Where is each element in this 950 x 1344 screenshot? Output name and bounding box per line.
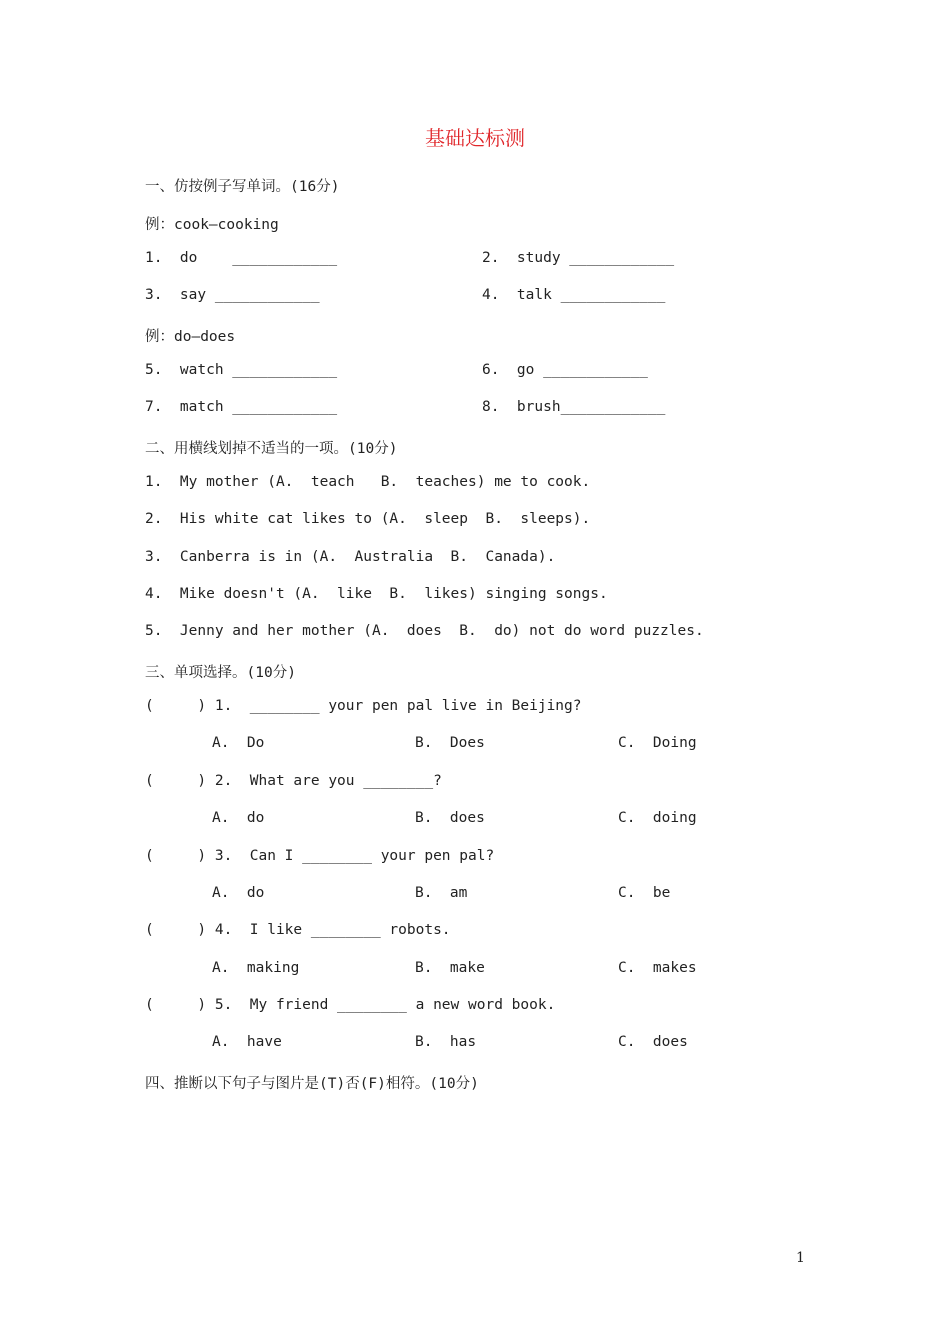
q2-option-b: B. does	[415, 810, 485, 826]
q1-option-b: B. Does	[415, 735, 485, 751]
q1-option-a: A. Do	[212, 735, 265, 751]
section2-heading: 二、用横线划掉不适当的一项。(10分)	[145, 441, 398, 457]
q3-option-a: A. do	[212, 885, 265, 901]
section2-item-1: 1. My mother (A. teach B. teaches) me to cook.	[145, 474, 591, 490]
section1-item-3: 3. say ____________	[145, 287, 320, 303]
q5-option-c: C. does	[618, 1034, 688, 1050]
page-title: 基础达标测	[425, 126, 525, 150]
section1-example2: 例：do—does	[145, 329, 236, 345]
q5-option-a: A. have	[212, 1034, 282, 1050]
q5-option-b: B. has	[415, 1034, 477, 1050]
q1-option-c: C. Doing	[618, 735, 697, 751]
section1-item-7: 7. match ____________	[145, 399, 338, 415]
q2-option-c: C. doing	[618, 810, 697, 826]
section2-item-5: 5. Jenny and her mother (A. does B. do) not do word puzzles.	[145, 623, 704, 639]
section1-item-6: 6. go ____________	[482, 362, 648, 378]
question-4: ( ) 4. I like ________ robots.	[145, 922, 451, 938]
q4-option-c: C. makes	[618, 960, 697, 976]
question-2: ( ) 2. What are you ________?	[145, 773, 442, 789]
section2-item-4: 4. Mike doesn't (A. like B. likes) singing songs.	[145, 586, 608, 602]
section1-heading: 一、仿按例子写单词。(16分)	[145, 179, 340, 195]
q3-option-b: B. am	[415, 885, 468, 901]
page-number: 1	[796, 1250, 805, 1266]
q3-option-c: C. be	[618, 885, 671, 901]
q2-option-a: A. do	[212, 810, 265, 826]
section2-item-2: 2. His white cat likes to (A. sleep B. sleeps).	[145, 511, 591, 527]
q4-option-b: B. make	[415, 960, 485, 976]
section1-item-5: 5. watch ____________	[145, 362, 338, 378]
section2-item-3: 3. Canberra is in (A. Australia B. Canada).	[145, 549, 556, 565]
section4-heading: 四、推断以下句子与图片是(T)否(F)相符。(10分)	[145, 1076, 479, 1092]
section1-item-1: 1. do ____________	[145, 250, 338, 266]
section1-example1: 例：cook—cooking	[145, 217, 279, 233]
section1-item-2: 2. study ____________	[482, 250, 675, 266]
section3-heading: 三、单项选择。(10分)	[145, 665, 296, 681]
section1-item-4: 4. talk ____________	[482, 287, 666, 303]
question-5: ( ) 5. My friend ________ a new word book.	[145, 997, 556, 1013]
question-1: ( ) 1. ________ your pen pal live in Beijing?	[145, 698, 582, 714]
q4-option-a: A. making	[212, 960, 300, 976]
section1-item-8: 8. brush____________	[482, 399, 666, 415]
question-3: ( ) 3. Can I ________ your pen pal?	[145, 848, 495, 864]
